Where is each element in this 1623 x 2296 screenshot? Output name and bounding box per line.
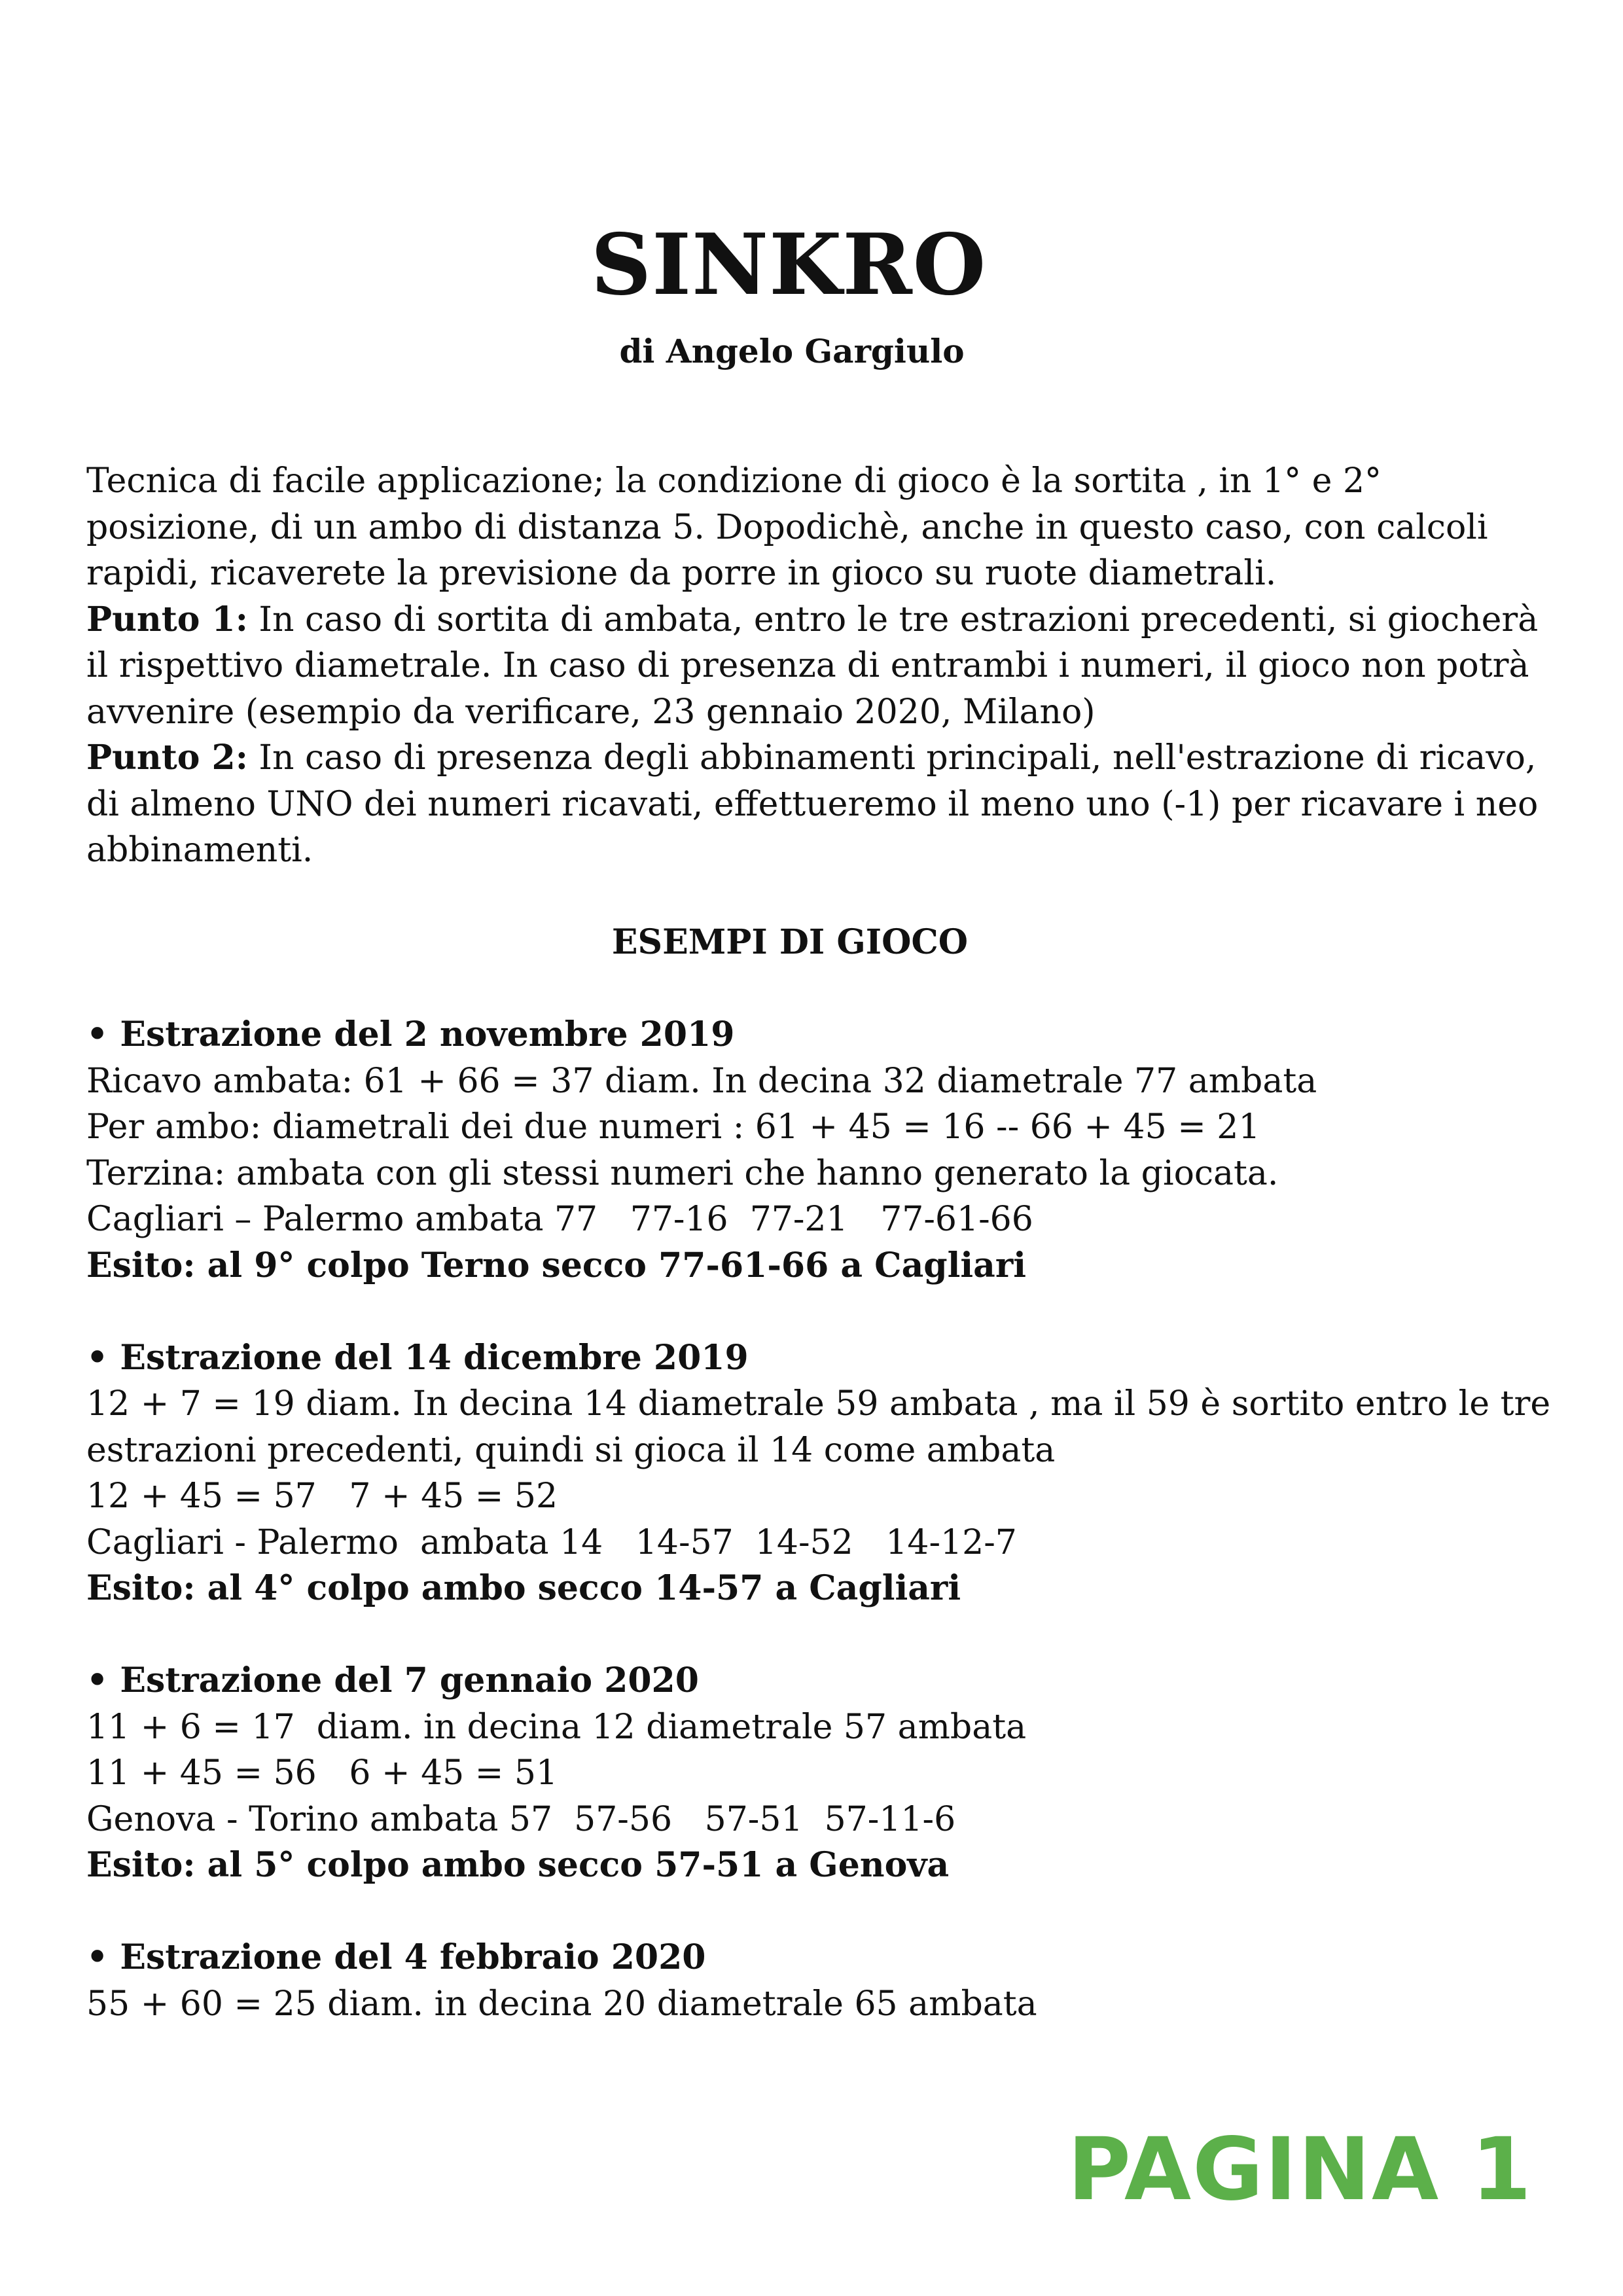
example-line: 12 + 7 = 19 diam. In decina 14 diametrale 59 ambata , ma il 59 è sortito entro le tre (86, 1384, 1551, 1424)
punto-2-text: In caso di presenza degli abbinamenti principali, nell'estrazione di ricavo, (247, 738, 1537, 778)
punto-2-label: Punto 2: (86, 738, 248, 778)
example-line: Per ambo: diametrali dei due numeri : 61 + 45 = 16 -- 66 + 45 = 21 (86, 1107, 1260, 1147)
spacer (86, 966, 1526, 1013)
example-heading: • Estrazione del 2 novembre 2019 (86, 1014, 735, 1054)
document-title: SINKRO (590, 216, 987, 314)
punto-1-line: avvenire (esempio da verificare, 23 gennaio 2020, Milano) (86, 692, 1096, 732)
punto-2-line (86, 735, 1537, 781)
example-line: Genova - Torino ambata 57 57-56 57-51 57-11-6 (86, 1799, 956, 1839)
spacer (86, 1289, 1526, 1335)
document-author: di Angelo Gargiulo (619, 332, 965, 370)
punto-1-line: il rispettivo diametrale. In caso di presenza di entrambi i numeri, il gioco non potrà (86, 646, 1529, 685)
page-number-label: PAGINA 1 (1067, 2119, 1533, 2220)
example-line: Cagliari - Palermo ambata 14 14-57 14-52 14-12-7 (86, 1522, 1017, 1562)
example-line: 12 + 45 = 57 7 + 45 = 52 (86, 1477, 558, 1516)
example-line: 11 + 6 = 17 diam. in decina 12 diametrale 57 ambata (86, 1707, 1027, 1747)
punto-1-line (86, 597, 1539, 643)
section-heading: ESEMPI DI GIOCO (611, 922, 969, 962)
example-line: 55 + 60 = 25 diam. in decina 20 diametrale 65 ambata (86, 1984, 1037, 2024)
punto-1-label: Punto 1: (86, 599, 248, 639)
intro-line: posizione, di un ambo di distanza 5. Dopodichè, anche in questo caso, con calcoli (86, 507, 1488, 547)
example-line: Terzina: ambata con gli stessi numeri che hanno generato la giocata. (86, 1153, 1279, 1193)
example-heading: • Estrazione del 4 febbraio 2020 (86, 1937, 706, 1977)
punto-2-line: abbinamenti. (86, 831, 313, 870)
spacer (86, 874, 1526, 920)
example-heading: • Estrazione del 14 dicembre 2019 (86, 1337, 749, 1378)
punto-2-line: di almeno UNO dei numeri ricavati, effettueremo il meno uno (-1) per ricavare i neo (86, 784, 1539, 824)
intro-line: rapidi, ricaverete la previsione da porre in gioco su ruote diametrali. (86, 554, 1277, 593)
example-esito: Esito: al 9° colpo Terno secco 77-61-66 a Cagliari (86, 1245, 1026, 1285)
example-line: estrazioni precedenti, quindi si gioca il 14 come ambata (86, 1430, 1056, 1470)
example-line: 11 + 45 = 56 6 + 45 = 51 (86, 1753, 558, 1793)
example-heading: • Estrazione del 7 gennaio 2020 (86, 1660, 699, 1700)
example-esito: Esito: al 4° colpo ambo secco 14-57 a Cagliari (86, 1568, 961, 1608)
spacer (86, 1612, 1526, 1659)
intro-line: Tecnica di facile applicazione; la condizione di gioco è la sortita , in 1° e 2° (86, 461, 1382, 501)
example-line: Cagliari – Palermo ambata 77 77-16 77-21 77-61-66 (86, 1200, 1033, 1239)
example-esito: Esito: al 5° colpo ambo secco 57-51 a Genova (86, 1845, 950, 1885)
example-line: Ricavo ambata: 61 + 66 = 37 diam. In decina 32 diametrale 77 ambata (86, 1061, 1317, 1101)
punto-1-text: In caso di sortita di ambata, entro le tre estrazioni precedenti, si giocherà (247, 600, 1539, 639)
document-body (86, 458, 1551, 2027)
spacer (86, 1889, 1526, 1935)
